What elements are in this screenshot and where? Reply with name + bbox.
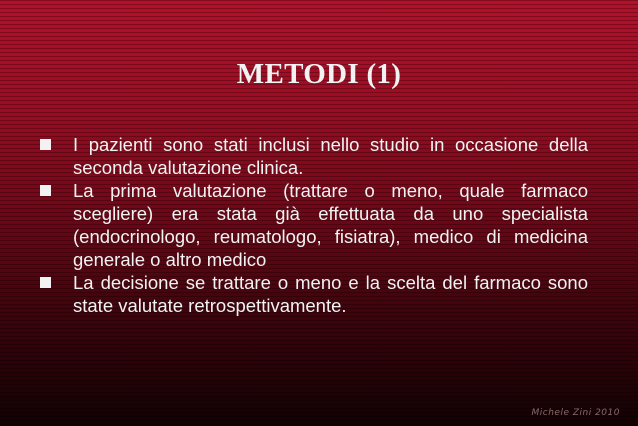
square-bullet-icon	[40, 139, 51, 150]
square-bullet-icon	[40, 277, 51, 288]
bullet-text: La decisione se trattare o meno e la scelta del farmaco sono state valutate retrospettivamente.	[73, 272, 588, 316]
bullet-item	[40, 179, 588, 271]
bullet-text: La prima valutazione (trattare o meno, quale farmaco scegliere) era stata già effettuata da uno specialista (endocrinologo, reumatologo, fisiatra), medico di medicina generale o altro medico	[73, 180, 588, 270]
author-footer: Michele Zini 2010	[531, 408, 620, 418]
bullet-text: I pazienti sono stati inclusi nello studio in occasione della seconda valutazione clinica.	[73, 134, 588, 178]
slide-title: METODI (1)	[236, 58, 402, 90]
square-bullet-icon	[40, 185, 51, 196]
bullet-item	[40, 271, 588, 317]
bullet-item	[40, 133, 588, 179]
bullet-list	[40, 133, 588, 317]
